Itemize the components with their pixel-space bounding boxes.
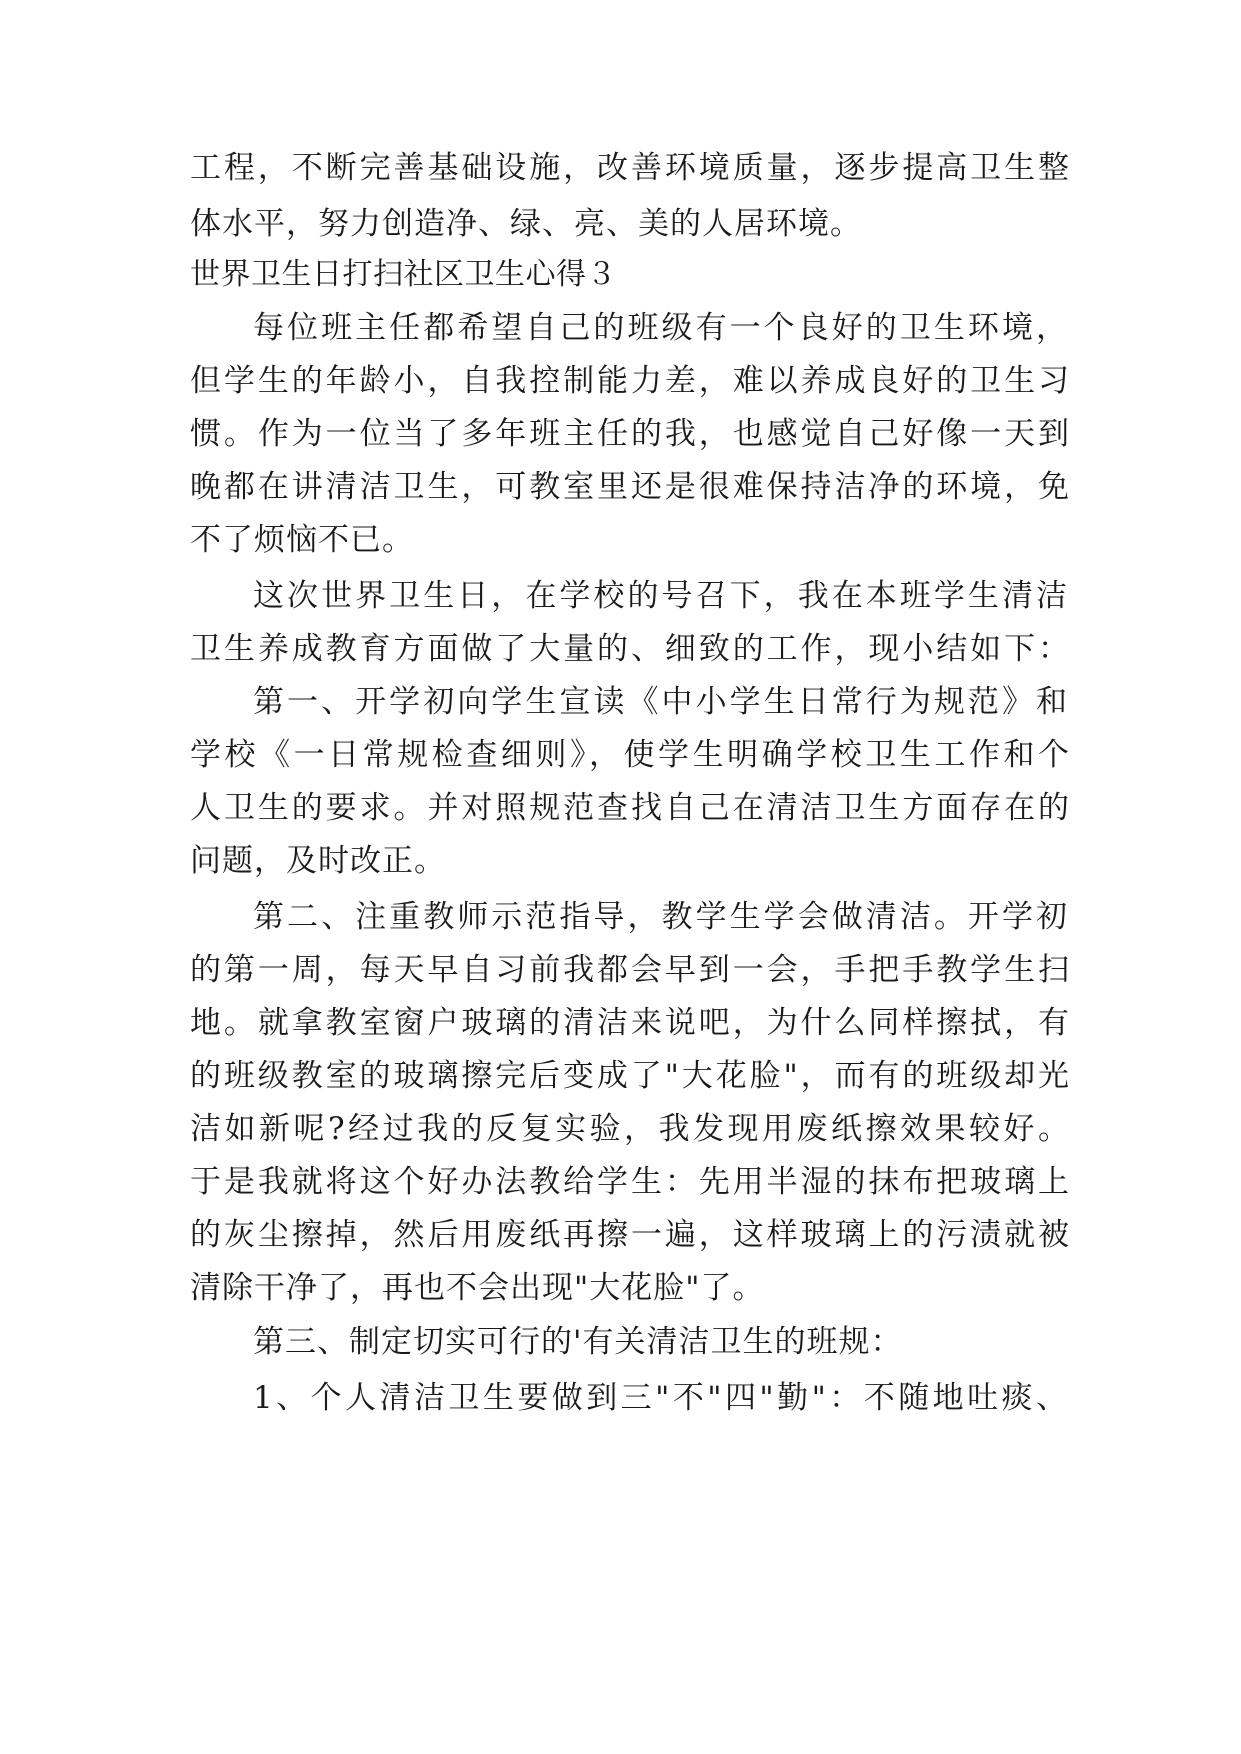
body-text-line: 于是我就将这个好办法教给学生：先用半湿的抹布把玻璃上 (190, 1164, 1070, 1200)
body-text-line: 但学生的年龄小，自我控制能力差，难以养成良好的卫生习 (190, 363, 1070, 399)
paragraph-first-line: 第三、制定切实可行的'有关清洁卫生的班规： (253, 1324, 903, 1360)
paragraph-first-line: 第一、开学初向学生宣读《中小学生日常行为规范》和 (253, 684, 1068, 720)
paragraph-first-line: 第二、注重教师示范指导，教学生学会做清洁。开学初 (253, 899, 1068, 935)
body-text-line: 学校《一日常规检查细则》，使学生明确学校卫生工作和个 (190, 737, 1070, 773)
body-text-line: 地。就拿教室窗户玻璃的清洁来说吧，为什么同样擦拭，有 (190, 1005, 1070, 1041)
section-heading: 世界卫生日打扫社区卫生心得３ (190, 257, 617, 292)
paragraph-first-line: 这次世界卫生日，在学校的号召下，我在本班学生清洁 (253, 578, 1068, 614)
body-text-line: 晚都在讲清洁卫生，可教室里还是很难保持洁净的环境，免 (190, 469, 1070, 505)
body-text-line: 清除干净了，再也不会出现"大花脸"了。 (190, 1270, 765, 1306)
body-text-line: 的灰尘擦掉，然后用废纸再擦一遍，这样玻璃上的污渍就被 (190, 1217, 1070, 1253)
body-text-line: 体水平，努力创造净、绿、亮、美的人居环境。 (190, 206, 862, 242)
body-text-line: 人卫生的要求。并对照规范查找自己在清洁卫生方面存在的 (190, 790, 1070, 826)
body-text-line: 工程，不断完善基础设施，改善环境质量，逐步提高卫生整 (190, 150, 1070, 186)
list-item-line: 1、个人清洁卫生要做到三"不"四"勤"：不随地吐痰、 (253, 1380, 1068, 1416)
body-text-line: 不了烦恼不已。 (190, 522, 414, 558)
body-text-line: 的班级教室的玻璃擦完后变成了"大花脸"，而有的班级却光 (190, 1058, 1070, 1094)
body-text-line: 惯。作为一位当了多年班主任的我，也感觉自己好像一天到 (190, 416, 1070, 452)
body-text-line: 问题，及时改正。 (190, 843, 446, 879)
body-text-line: 卫生养成教育方面做了大量的、细致的工作，现小结如下： (190, 631, 1070, 667)
body-text-line: 的第一周，每天早自习前我都会早到一会，手把手教学生扫 (190, 952, 1070, 988)
body-text-line: 洁如新呢?经过我的反复实验，我发现用废纸擦效果较好。 (190, 1111, 1070, 1147)
paragraph-first-line: 每位班主任都希望自己的班级有一个良好的卫生环境， (253, 310, 1068, 346)
